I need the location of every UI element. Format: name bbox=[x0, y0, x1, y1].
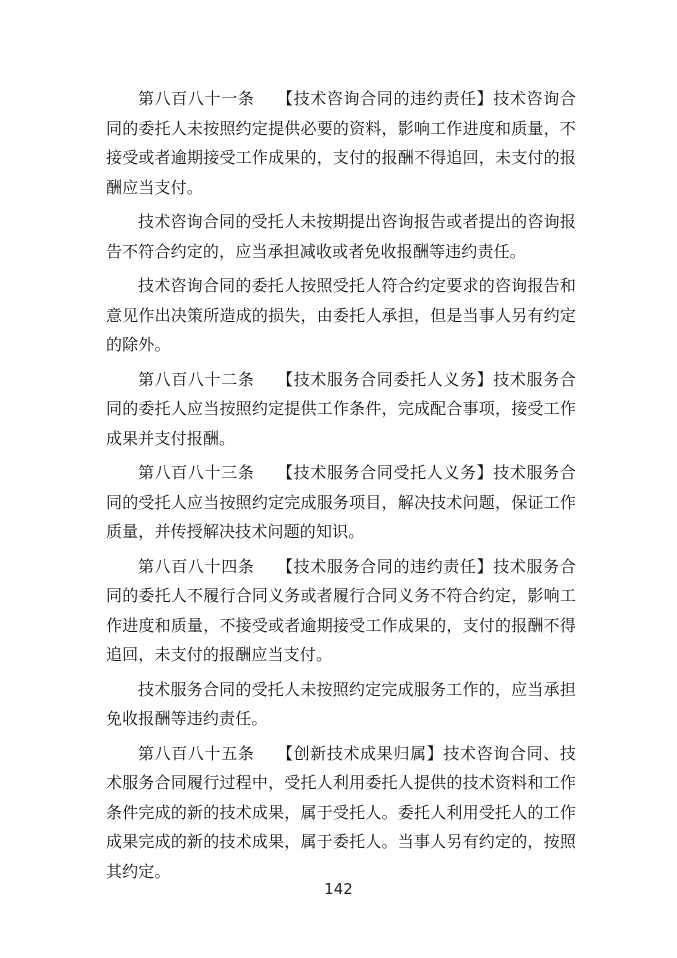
article-text: 技术服务合同的委托人应当按照约定提供工作条件，完成配合事项，接受工作成果并支付报酬。 bbox=[106, 369, 576, 448]
article-text: 技术咨询合同、技术服务合同履行过程中，受托人利用委托人提供的技术资料和工作条件完成的新的技术成果，属于受托人。委托人利用受托人的工作成果完成的新的技术成果，属于委托人。当事人另有约定的，按照其约定。 bbox=[106, 743, 576, 881]
article-881-paragraph-2: 技术咨询合同的受托人未按期提出咨询报告或者提出的咨询报告不符合约定的，应当承担减收或者免收报酬等违约责任。 bbox=[106, 212, 576, 261]
article-884 bbox=[106, 552, 576, 670]
article-881-paragraph-3: 技术咨询合同的委托人按照受托人符合约定要求的咨询报告和意见作出决策所造成的损失，由委托人承担，但是当事人另有约定的除外。 bbox=[106, 276, 576, 354]
article-title: 【创新技术成果归属】 bbox=[276, 743, 444, 763]
page-number: 142 bbox=[324, 880, 353, 898]
document-page bbox=[106, 84, 576, 891]
article-884-paragraph-2: 技术服务合同的受托人未按照约定完成服务工作的，应当承担免收报酬等违约责任。 bbox=[106, 679, 576, 728]
article-text: 技术咨询合同的委托人未按照约定提供必要的资料，影响工作进度和质量，不接受或者逾期接受工作成果的，支付的报酬不得追回，未支付的报酬应当支付。 bbox=[106, 89, 576, 197]
article-number: 第八百八十二条 bbox=[138, 369, 255, 389]
article-882 bbox=[106, 365, 576, 454]
article-885 bbox=[106, 739, 576, 887]
article-number: 第八百八十一条 bbox=[138, 89, 255, 108]
article-title: 【技术咨询合同的违约责任】 bbox=[276, 89, 494, 108]
article-title: 【技术服务合同委托人义务】 bbox=[276, 369, 494, 389]
article-number: 第八百八十三条 bbox=[138, 463, 255, 482]
article-title: 【技术服务合同的违约责任】 bbox=[276, 556, 494, 576]
article-text: 技术服务合同的委托人不履行合同义务或者履行合同义务不符合约定，影响工作进度和质量，不接受或者逾期接受工作成果的，支付的报酬不得追回，未支付的报酬应当支付。 bbox=[106, 556, 576, 664]
article-title: 【技术服务合同受托人义务】 bbox=[276, 463, 494, 482]
article-881 bbox=[106, 84, 576, 202]
article-883 bbox=[106, 458, 576, 547]
article-number: 第八百八十五条 bbox=[138, 743, 255, 763]
article-number: 第八百八十四条 bbox=[138, 556, 255, 576]
article-text: 技术服务合同的受托人应当按照约定完成服务项目，解决技术问题，保证工作质量，并传授解决技术问题的知识。 bbox=[106, 463, 576, 541]
